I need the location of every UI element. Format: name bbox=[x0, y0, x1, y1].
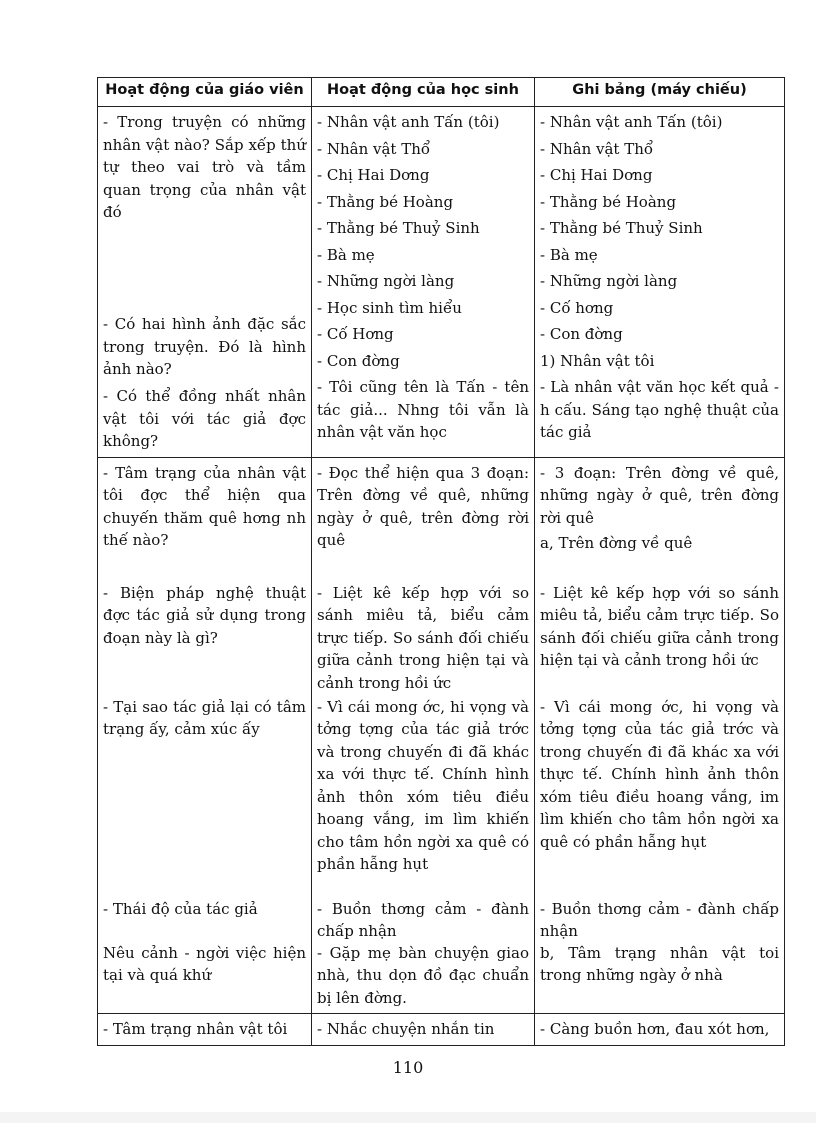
board-cell bbox=[535, 107, 785, 458]
list-item: - Cố hơng bbox=[540, 298, 614, 317]
list-item: - Cố Hơng bbox=[317, 325, 394, 343]
list-item: - Bà mẹ bbox=[317, 245, 375, 264]
student-cell: - Nhắc chuyện nhắn tin bbox=[312, 1014, 535, 1046]
teacher-question-attitude: - Thái độ của tác giả bbox=[103, 899, 258, 918]
teacher-question-reason: - Tại sao tác giả lại có tâm trạng ấy, cảm xúc ấy bbox=[103, 697, 306, 738]
board-note-attitude: - Buồn thơng cảm - đành chấp nhận bbox=[540, 899, 779, 940]
list-item: - Thằng bé Thuỷ Sinh bbox=[317, 219, 480, 237]
teacher-question-mood: - Tâm trạng của nhân vật tôi đợc thể hiện qua chuyến thăm quê hơng nh thế nào? bbox=[103, 463, 306, 549]
student-answer-scene: - Gặp mẹ bàn chuyện giao nhà, thu dọn đồ đạc chuẩn bị lên đờng. bbox=[317, 943, 529, 1007]
teacher-question-identity: - Có thể đồng nhất nhân vật tôi với tác giả đợc không? bbox=[103, 387, 306, 450]
table-row bbox=[98, 107, 785, 458]
list-item: 1) Nhân vật tôi bbox=[540, 351, 655, 370]
student-answer-identity: - Tôi cũng tên là Tấn - tên tác giả... Nhng tôi vẫn là nhân vật văn học bbox=[317, 378, 529, 441]
board-cell: - Càng buồn hơn, đau xót hơn, bbox=[535, 1014, 785, 1046]
header-teacher: Hoạt động của giáo viên bbox=[98, 78, 312, 107]
list-item: - Chị Hai Dơng bbox=[540, 166, 653, 184]
teacher-cell bbox=[98, 457, 312, 1014]
list-item: - Con đờng bbox=[540, 325, 623, 343]
list-item: - Nhân vật Thổ bbox=[540, 139, 654, 158]
list-item: - Thằng bé Thuỷ Sinh bbox=[540, 219, 703, 237]
page-footer-band bbox=[0, 1112, 816, 1123]
board-note-technique: - Liệt kê kếp hợp với so sánh miêu tả, biểu cảm trực tiếp. So sánh đối chiếu giữa cảnh trong hiện tại và cảnh trong hồi ức bbox=[540, 583, 779, 669]
table-row bbox=[98, 457, 785, 1014]
list-item: - Thằng bé Hoàng bbox=[540, 192, 677, 211]
header-student: Hoạt động của học sinh bbox=[312, 78, 535, 107]
list-item: - Nhân vật Thổ bbox=[317, 139, 431, 158]
teacher-question-characters: - Trong truyện có những nhân vật nào? Sắp xếp thứ tự theo vai trò và tầm quan trọng của nhân vật đó bbox=[103, 113, 306, 221]
board-cell bbox=[535, 457, 785, 1014]
list-item: - Học sinh tìm hiểu bbox=[317, 298, 462, 317]
list-item: - Thằng bé Hoàng bbox=[317, 192, 454, 211]
table-header-row bbox=[98, 78, 785, 107]
list-item: - Bà mẹ bbox=[540, 245, 598, 264]
table-row bbox=[98, 1014, 785, 1046]
lesson-table bbox=[97, 77, 785, 1046]
board-note-identity: - Là nhân vật văn học kết quả - h cấu. Sáng tạo nghệ thuật của tác giả bbox=[540, 378, 779, 441]
teacher-task-scene: Nêu cảnh - ngời việc hiện tại và quá khứ bbox=[103, 943, 306, 984]
student-cell bbox=[312, 457, 535, 1014]
student-answer-technique: - Liệt kê kếp hợp với so sánh miêu tả, biểu cảm trực tiếp. So sánh đối chiếu giữa cảnh trong hiện tại và cảnh trong hồi ức bbox=[317, 583, 529, 692]
list-item: - Nhân vật anh Tấn (tôi) bbox=[540, 113, 723, 131]
student-answer-reason: - Vì cái mong ớc, hi vọng và tởng tợng của tác giả trớc và trong chuyến đi đã khác xa với thực tế. Chính hình ảnh thôn xóm tiêu điều hoang vắng, im lìm khiến cho tâm hồn ngời xa quê có phần hẫng hụt bbox=[317, 697, 529, 873]
list-item: - Nhân vật anh Tấn (tôi) bbox=[317, 113, 500, 131]
list-item: - Con đờng bbox=[317, 351, 400, 370]
board-note-subheading: a, Trên đờng về quê bbox=[540, 533, 693, 552]
student-cell bbox=[312, 107, 535, 458]
teacher-cell bbox=[98, 107, 312, 458]
header-board: Ghi bảng (máy chiếu) bbox=[535, 78, 785, 107]
list-item: - Chị Hai Dơng bbox=[317, 166, 430, 184]
student-answer-attitude: - Buồn thơng cảm - đành chấp nhận bbox=[317, 899, 529, 940]
student-answer-mood: - Đọc thể hiện qua 3 đoạn: Trên đờng về quê, những ngày ở quê, trên đờng rời quê bbox=[317, 463, 529, 549]
page-number: 110 bbox=[392, 1058, 424, 1077]
list-item: - Những ngời làng bbox=[317, 272, 455, 290]
list-item: - Những ngời làng bbox=[540, 272, 678, 290]
board-note-reason: - Vì cái mong ớc, hi vọng và tởng tợng của tác giả trớc và trong chuyến đi đã khác xa với thực tế. Chính hình ảnh thôn xóm tiêu điều hoang vắng, im lìm khiến cho tâm hồn ngời xa quê có phần hẫng hụt bbox=[540, 697, 779, 851]
teacher-question-images: - Có hai hình ảnh đặc sắc trong truyện. Đó là hình ảnh nào? bbox=[103, 315, 306, 378]
teacher-question-technique: - Biện pháp nghệ thuật đợc tác giả sử dụng trong đoạn này là gì? bbox=[103, 583, 306, 647]
board-note-subheading-b: b, Tâm trạng nhân vật toi trong những ngày ở nhà bbox=[540, 943, 779, 984]
board-note-parts: - 3 đoạn: Trên đờng về quê, những ngày ở quê, trên đờng rời quê bbox=[540, 463, 779, 527]
teacher-cell: - Tâm trạng nhân vật tôi bbox=[98, 1014, 312, 1046]
